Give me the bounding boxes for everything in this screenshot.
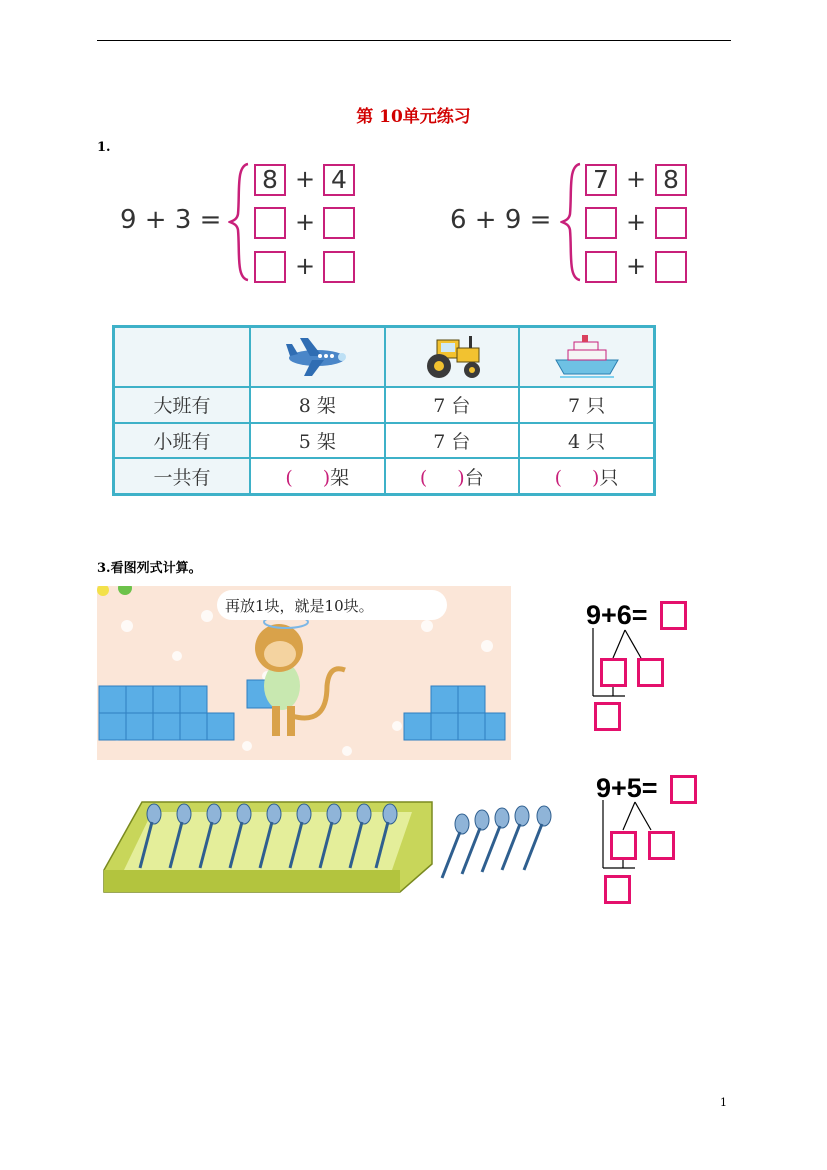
equation-1: 9+6= xyxy=(586,600,648,630)
question-1-number: 1. xyxy=(97,140,111,155)
page-number: 1 xyxy=(720,1096,727,1109)
equation-1-split-box-b[interactable] xyxy=(637,658,664,687)
unit-label: 只 xyxy=(599,466,619,489)
left-answer-box-3a[interactable] xyxy=(254,251,286,283)
open-paren: ( xyxy=(419,466,428,489)
table-cell: 8 架 xyxy=(250,387,385,423)
speech-bubble-text: 再放1块，就是10块。 xyxy=(225,597,374,615)
header-rule xyxy=(97,40,731,41)
table-cell: 4 只 xyxy=(519,423,654,459)
close-paren: ) xyxy=(592,466,600,489)
right-answer-box-2b[interactable] xyxy=(655,207,687,239)
table-cell: 5 架 xyxy=(250,423,385,459)
close-paren: ) xyxy=(457,466,465,489)
row-label-big-class: 大班有 xyxy=(114,387,251,423)
table-corner-cell xyxy=(114,327,251,388)
right-answer-box-3a[interactable] xyxy=(585,251,617,283)
left-answer-box-2b[interactable] xyxy=(323,207,355,239)
left-brace xyxy=(228,162,250,282)
left-equation-expr: 9 + 3 = xyxy=(120,205,222,235)
total-cell-tractor[interactable] xyxy=(385,458,520,494)
equation-1-sum-box[interactable] xyxy=(594,702,621,731)
airplane-icon xyxy=(282,330,352,380)
question-3-heading: 3.看图列式计算。 xyxy=(97,561,202,576)
ship-icon xyxy=(552,330,622,380)
monkey-blocks-picture xyxy=(97,586,511,760)
right-answer-box-3b[interactable] xyxy=(655,251,687,283)
equation-2-split-box-a[interactable] xyxy=(610,831,637,860)
right-answer-box-1b[interactable]: 8 xyxy=(655,164,687,196)
table-cell: 7 台 xyxy=(385,387,520,423)
unit-label: 架 xyxy=(330,466,350,489)
table-header-tractor xyxy=(385,327,520,388)
row-label-small-class: 小班有 xyxy=(114,423,251,459)
right-brace xyxy=(560,162,582,282)
equation-2-sum-box[interactable] xyxy=(604,875,631,904)
equation-2: 9+5= xyxy=(596,773,658,803)
right-equation-expr: 6 + 9 = xyxy=(450,205,552,235)
row-label-total: 一共有 xyxy=(114,458,251,494)
table-cell: 7 台 xyxy=(385,423,520,459)
close-paren: ) xyxy=(322,466,331,489)
table-cell: 7 只 xyxy=(519,387,654,423)
left-plus-1: + xyxy=(295,165,316,193)
total-cell-airplane[interactable] xyxy=(250,458,385,494)
spoons-picture xyxy=(102,794,558,894)
right-plus-2: + xyxy=(626,208,647,236)
equation-1-split-box-a[interactable] xyxy=(600,658,627,687)
unit-label: 台 xyxy=(464,466,484,489)
left-answer-box-2a[interactable] xyxy=(254,207,286,239)
left-plus-2: + xyxy=(295,208,316,236)
right-answer-box-2a[interactable] xyxy=(585,207,617,239)
open-paren: ( xyxy=(554,466,562,489)
open-paren: ( xyxy=(285,466,293,489)
equation-2-split-box-b[interactable] xyxy=(648,831,675,860)
table-header-ship xyxy=(519,327,654,388)
total-cell-ship[interactable] xyxy=(519,458,654,494)
table-header-airplane xyxy=(250,327,385,388)
equation-1-answer-box[interactable] xyxy=(660,601,687,630)
vehicle-table xyxy=(112,325,656,496)
tractor-icon xyxy=(417,330,487,380)
page-title: 第 10单元练习 xyxy=(356,107,471,127)
left-answer-box-3b[interactable] xyxy=(323,251,355,283)
left-plus-3: + xyxy=(295,252,316,280)
right-answer-box-1a[interactable]: 7 xyxy=(585,164,617,196)
left-answer-box-1b[interactable]: 4 xyxy=(323,164,355,196)
right-plus-1: + xyxy=(626,165,647,193)
left-answer-box-1a[interactable]: 8 xyxy=(254,164,286,196)
right-plus-3: + xyxy=(626,252,647,280)
